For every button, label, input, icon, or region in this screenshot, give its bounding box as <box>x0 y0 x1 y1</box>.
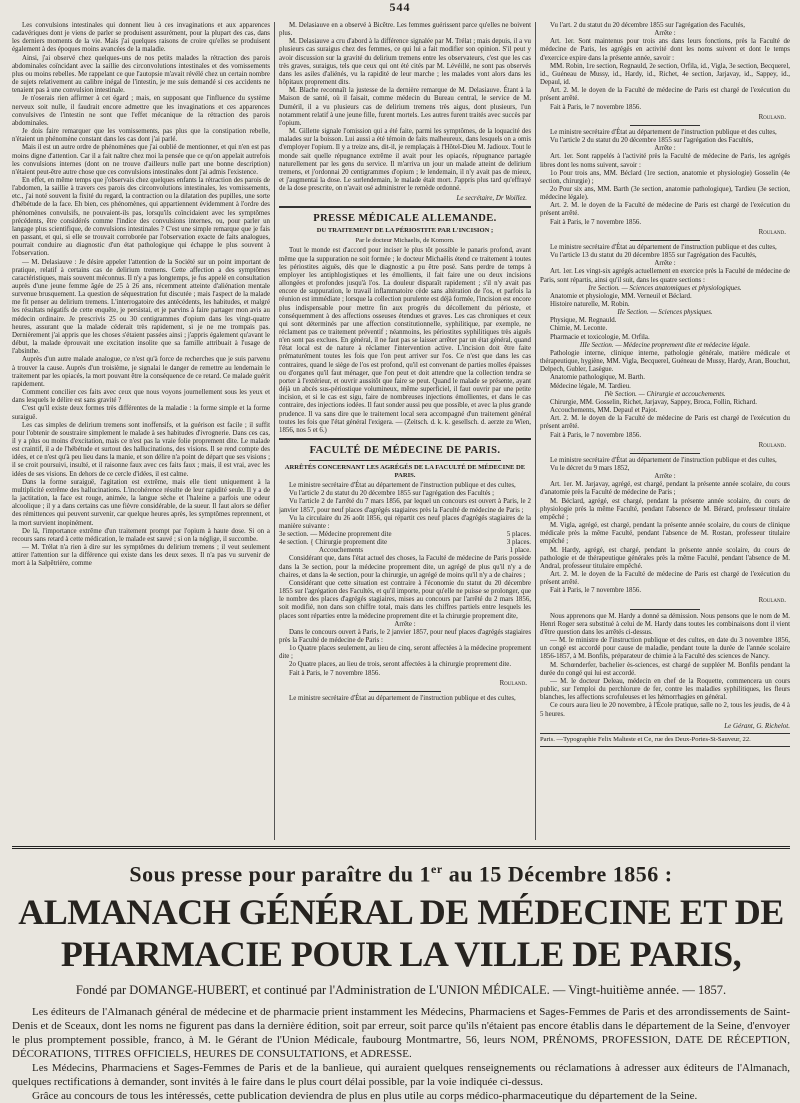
paragraph: Fait à Paris, le 7 novembre 1856. <box>550 587 642 595</box>
section-rule <box>279 438 531 440</box>
article-title: DU TRAITEMENT DE LA PÉRIOSTITE PAR L'INCISION ; <box>316 227 494 235</box>
section-label: IIe Section. — Sciences physiques. <box>617 309 713 317</box>
paragraph: Art. 1er. Les vingt-six agrégés actuellement en exercice près la Faculté de médecine de Paris, sont répartis, ainsi qu'il suit, dans les quatre sections : <box>540 268 790 284</box>
ad-title-post: au 15 Décembre 1856 : <box>442 861 673 887</box>
paragraph: Chimie, M. Leconte. <box>550 325 608 333</box>
divider <box>369 691 441 692</box>
paragraph: Art. 2. M. le doyen de la Faculté de médecine de Paris est chargé de l'exécution du présent arrêté. <box>540 571 790 587</box>
paragraph: M. Gillette signale l'omission qui a été faite, parmi les symptômes, de la loquacité des malades sur la boisson. Lui aussi a été témoin de faits malheureux, dans lesquels on a omis d'employer l'opium. Il y a treize ans, dit-il, je remplaçais à l'Hôtel-Dieu M. Jadioux. Tout le monde sait quelle répugnance extrême il avait pour les opiacés, répugnance partagée naturellement par les gens du service. Il m'arriva un jour un malade atteint de delirium tremens, et j'ordonnai 20 centigrammes d'opium ; le lendemain, il n'y avait pas de mieux, et j'augmentai la dose. Le surlendemain, le malade était mort. J'appris plus tard qu'effrayé de la dose prescrite, on n'avait osé administrer le remède ordonné. <box>279 128 531 193</box>
places-row <box>279 547 531 555</box>
divider <box>630 125 700 126</box>
article-title: ARRÊTÉS CONCERNANT LES AGRÉGÉS DE LA FACULTÉ DE MÉDECINE DE PARIS. <box>284 464 526 480</box>
paragraph: M. Hardy, agrégé, est chargé, pendant la présente année scolaire, du cours de pathologie et de thérapeutique générales près la même Faculté, pendant l'absence de M. Andral, professeur titulaire empêché. <box>540 546 790 570</box>
paragraph: Arrête : <box>654 30 676 38</box>
paragraph: — M. Delasiauve : Je désire appeler l'attention de la Société sur un point important de pratique, relatif à certains cas de delirium tremens. Cette affection a des symptômes caractéristiques, mais souvent méconnus. Il n'y a pas longtemps, je fus appelé en consultation auprès d'une jeune femme âgée de 25 à 26 ans, récemment atteinte d'aliénation mentale survenue brusquement. La question de séquestration fut discutée ; mais l'aspect de la malade me fit penser au delirium tremens. L'interrogatoire des antécédents, les habitudes, et malgré les résultats négatifs de cette enquête, je persistai, et je parvins à faire partager mon avis au médecin ordinaire. Je prescrivis 25 ou 30 centigrammes d'opium dans les vingt-quatre heures, assurant que la malade céderait très rapidement, si je ne me trompais pas. Dernièrement j'ai appris que les choses s'étaient passées ainsi ; j'appris également qu'avant le début, la malade éprouvait une excitation insolite que sa famille attribuait à l'usage de l'absinthe. <box>12 258 270 356</box>
paragraph: Je n'oserais rien affirmer à cet égard ; mais, en supposant que l'influence du système nerveux soit nulle, il faudrait encore admettre que les invaginations et ces apparences convulsives de l'intestin ne sont que l'effet mécanique de la rétraction des parois abdominales. <box>12 95 270 127</box>
paragraph: 2o Quatre places, au lieu de trois, seront affectées à la chirurgie proprement dite. <box>289 661 512 669</box>
advertisement-rule <box>12 846 790 849</box>
paragraph: Fait à Paris, le 7 novembre 1856. <box>289 669 381 677</box>
paragraph: Vu l'article 2 de l'arrêté du 7 mars 1856, par lequel un concours est ouvert à Paris, le 2 janvier 1857, pour neuf places d'agrégés stagiaires près la Faculté de médecine de Paris ; <box>279 498 531 514</box>
divider <box>630 240 700 241</box>
column-1 <box>12 22 270 842</box>
paragraph: Le ministre secrétaire d'État au département de l'instruction publique et des cultes, <box>550 243 777 251</box>
paragraph: Le ministre secrétaire d'État au département de l'instruction publique et des cultes, <box>289 482 516 490</box>
paragraph: Arrête : <box>654 473 676 481</box>
section-heading: FACULTÉ DE MÉDECINE DE PARIS. <box>309 445 501 457</box>
paragraph: En effet, en même temps que j'observais chez quelques enfants la rétraction des parois de l'abdomen, la saillie à travers ces parois des circonvolutions intestinales, les vomissements, etc., j'ai noté souvent la fixité du regard, la contraction ou la dilatation des pupilles, une sorte d'hébétude de la face. Eh bien, ces phénomènes, qui appartiennent évidemment à l'ordre des phénomènes convulsifs, ne pouvaient-ils pas, lorsqu'ils coïncidaient avec les symptômes précédents, être considérés comme l'indice des convulsions internes, ou, pour parler un langage plus scientifique, de convulsions intestinales ? C'est une simple remarque que je fais en passant, et qui, si elle se trouvait corroborée par l'observation exacte de faits analogues, pourrait conduire au diagnostic d'un état pathologique qui échappe le plus souvent à l'observation. <box>12 176 270 258</box>
ad-title-sup: er <box>431 862 443 876</box>
paragraph: Accouchements, MM. Depaul et Pajot. <box>550 407 658 415</box>
divider <box>309 460 501 461</box>
paragraph: Art. 2. M. le doyen de la Faculté de médecine de Paris est chargé de l'exécution du présent arrêté. <box>540 202 790 218</box>
divider <box>630 609 700 610</box>
paragraph: Vu l'article 13 du statut du 20 décembre 1855 sur l'agrégation des Facultés, <box>550 252 757 260</box>
paragraph: Tout le monde est d'accord pour inciser le plus tôt possible le panaris profond, avant même que la suppuration ne soit formée ; le docteur Michaëlis étend ce traitement à toutes les périostites aiguës, dès que le diagnostic a pu être posé. Sans perdre de temps à employer les antiphlogistiques et les émollients, il fait faire une ou deux incisions allongées et profondes jusqu'à l'os. La douleur disparaît rapidement ; s'il n'y avait pas encore de suppuration, le travail inflammatoire cède sans altération de l'os, et parfois la réunion est immédiate ; lorsque la collection purulente est déjà formée, l'incision est encore plus indispensable pour mettre fin aux progrès du décollement du périoste, et conséquemment à des affections osseuses étendues et graves. Les cas chroniques et ceux qui sont déterminés par une affection constitutionnelle, syphilitique, par exemple, ne réclament pas ce traitement préventif ; néanmoins, les périostites syphilitiques très aiguës n'en sont pas exclues. En général, il ne faut pas se laisser arrêter par un état général, quand l'état local est de nature à réclamer l'intervention active. L'incision doit être faite prématurément toutes les fois que l'on peut arriver sur l'os. Ce n'est que dans les cas contraires, quand le siège de l'os est profond, qu'il est convenant de parties molles épaisses ou d'organes qu'il faut ménager, que l'on peut et doit attendre que la collection tendra se porter à l'extérieur, et ouvrir aussitôt que faire se peut. Quand le malade se présente, ayant déjà un abcès sus-périostique volumineux, même superficiel, il faut ouvrir par une petite incision, et si le cas est sigu, faire de nombreuses injections émollientes, et dans le cas contraire, des injections iodées. Il faut sonder aussi peu que possible, et avec la plus grande prudence. Il va sans dire que le traitement local sera accompagné d'un traitement général toutes les fois que l'état général l'exigera. — (Zeitsch. d. k. k. gesellsch. d. aerzte zu Wien, 1856, nos 5 et 6.) <box>279 247 531 434</box>
paragraph: Vu l'article 2 du statut du 20 décembre 1855 sur l'agrégation des Facultés ; <box>289 490 495 498</box>
paragraph: Considérant que cette situation est contraire à l'économie du statut du 20 décembre 1855 sur l'agrégation des Facultés, et qu'il importe, pour qu'elle ne puisse se prolonger, que le nombre des places d'agrégés stagiaires, mises au concours par l'arrêté du 2 mars 1856, soit modifié, non dans son chiffre total, mais dans les chiffres partiels entre lesquels les places sont réparties entre la médecine proprement dite et la chirurgie proprement dite, <box>279 579 531 620</box>
paragraph: Mais il est un autre ordre de phénomènes que j'ai oublié de mentionner, et qui n'en est pas moins digne d'attention. Car il a fait naître chez moi la pensée que ce qu'on appelait autrefois les convulsions internes (dont on ne trouve d'ailleurs nulle part une bonne description) n'étaient peut-être autre chose que ces convulsions intestinales dont j'ai admis l'existence. <box>12 144 270 176</box>
paragraph: Art. 2. M. le doyen de la Faculté de médecine de Paris est chargé de l'exécution du présent arrêté. <box>540 415 790 431</box>
paragraph: — M. le docteur Deleau, médecin en chef de la Roquette, commencera un cours public, sur l'emploi du perchlorure de fer, contre les maladies syphilitiques, les fleurs blanches, les affections scrofuleuses et les hémorrhagies en général. <box>540 677 790 702</box>
paragraph: Nous apprenons que M. Hardy a donné sa démission. Nous pensons que le nom de M. Henri Roger sera substitué à celui de M. Hardy dans toutes les combinaisons dont il vient d'être question dans les arrêtés ci-dessus. <box>540 612 790 636</box>
paragraph: Arrête : <box>394 620 416 628</box>
paragraph: Arrête : <box>654 260 676 268</box>
paragraph: Anatomie et physiologie, MM. Verneuil et Béclard. <box>550 292 692 300</box>
paragraph: Pathologie interne, clinique interne, pathologie générale, matière médicale et thérapeutique, hygiène, MM. Vigla, Becquerel, Guéneau de Mussy, Hardy, Aran, Bouchut, Delpech, Gubler, Lasègue. <box>540 349 790 374</box>
column-divider <box>535 22 536 840</box>
paragraph: 1o Pour trois ans, MM. Béclard (1re section, anatomie et physiologie) Gosselin (4e section, chirurgie) ; <box>540 169 790 185</box>
printer-imprint <box>540 733 790 747</box>
paragraph: Fait à Paris, le 7 novembre 1856. <box>550 103 642 111</box>
article-author: Par le docteur Michaelis, de Komorn. <box>355 237 455 245</box>
signature: Le secrétaire, Dr Woillez. <box>456 195 527 203</box>
paragraph: De là, l'importance extrême d'un traitement prompt par l'opium à haute dose. Si on a recours sans retard à cette médication, le malade est sauvé ; si on la néglige, il succombe. <box>12 527 270 543</box>
divider <box>630 453 700 454</box>
places-value: 1 place. <box>509 547 531 555</box>
places-row <box>279 531 531 539</box>
paragraph: Physique, M. Regnauld. <box>550 317 617 325</box>
paragraph: Fait à Paris, le 7 novembre 1856. <box>550 431 642 439</box>
paragraph: M. Béclard, agrégé, est chargé, pendant la présente année scolaire, du cours de physiologie près la même Faculté, pendant l'absence de M. Bérard, professeur titulaire empêché ; <box>540 497 790 521</box>
paragraph: Vu l'art. 2 du statut du 20 décembre 1855 sur l'agrégation des Facultés, <box>550 22 745 29</box>
paragraph: Art. 1er. Sont rappelés à l'activité près la Faculté de médecine de Paris, les agrégés libres dont les noms suivent, savoir : <box>540 153 790 169</box>
paragraph: M. Blache reconnaît la justesse de la dernière remarque de M. Delasiauve. Étant à la Maison de santé, où il faisait, comme médecin du Bureau central, le service de M. Duméril, il a vu plusieurs cas de delirium tremens très aigus, dont plusieurs, l'un notamment relatif à une jeune fille, furent mortels. Les autres furent traités avec succès par l'opium. <box>279 87 531 127</box>
paragraph: Ainsi, j'ai observé chez quelques-uns de nos petits malades la rétraction des parois abdominales coïncidant avec la saillie des circonvolutions intestinales et des vomissements plus ou moins rebelles. Me rappelant ce que l'autopsie m'avait révélé chez un certain nombre de sujets relativement au calibre inégal de l'intestin, je me suis demandé si ces accidents ne tenaient pas à une convulsion intestinale. <box>12 54 270 95</box>
paragraph: Fait à Paris, le 7 novembre 1856. <box>550 218 642 226</box>
places-value: 3 places. <box>506 539 531 547</box>
paragraph: Les cas simples de delirium tremens sont inoffensifs, et la guérison est facile ; il suffit pour l'obtenir de soustraire simplement le malade à ses habitudes d'ivrognerie. Dans ces cas, il y a plus ou moins d'excitation, mais ce n'est pas la vraie folie proprement dite. Le malade est craintif, il a de l'hébétude et surtout des hallucinations, des visions. Il se rend compte des idées, et ce n'est qu'à peu lieu dans la manie, et son délire n'a point de départ que ses visions ; il se croit poursuivi, insulté, et il raisonne faux avec ces faits faux ; mais, il est vrai, avec les idées de ses visions. En dehors de ce cercle d'idées, il est calme. <box>12 421 270 478</box>
paragraph: MM. Robin, 1re section, Regnauld, 2e section, Orfila, id., Vigla, 3e section, Becquerel, id., Guéneau de Mussy, id., Hardy, id., Richet, 4e section, Jarjavay, id., Sappey, id., Depaul, id. <box>540 62 790 87</box>
places-row <box>279 539 531 547</box>
paragraph: M. Vigla, agrégé, est chargé, pendant la présente année scolaire, du cours de clinique médicale près la même Faculté, pendant l'absence de M. Rostan, professeur titulaire empêché ; <box>540 522 790 546</box>
places-value: 5 places. <box>506 530 531 538</box>
paragraph: M. Delasiauve a cru d'abord à la différence signalée par M. Trélat ; mais depuis, il a vu plusieurs cas suraigus chez des femmes, ce qui lui a fait modifier son opinion. S'il peut y avoir discussion sur la gravité du delirium tremens entre les observateurs, c'est que les cas très graves, suraigus, tels que ceux qui ont été cités par M. Lévéillé, ne sont pas observés dans les asiles d'aliénés, vu la rapidité de leur marche ; les malades vont alors dans les hôpitaux proprement dits. <box>279 38 531 87</box>
paragraph: Anatomie pathologique, M. Barth. <box>550 374 645 382</box>
paragraph: Vu l'article 2 du statut du 20 décembre 1855 sur l'agrégation des Facultés, <box>550 137 754 145</box>
places-label: Accouchements <box>319 547 364 555</box>
ad-announcement <box>12 856 790 887</box>
signature: Rouland. <box>758 228 786 236</box>
signature: Rouland. <box>758 113 786 121</box>
places-label: 3e section. — Médecine proprement dite <box>279 530 392 538</box>
paragraph: Arrête : <box>654 145 676 153</box>
paragraph: Le ministre secrétaire d'État au département de l'instruction publique et des cultes, <box>550 128 777 136</box>
paragraph: Art. 1er. M. Jarjavay, agrégé, est chargé, pendant la présente année scolaire, du cours d'anatomie près la Faculté de médecine de Paris ; <box>540 481 790 497</box>
paragraph: Dans le concours ouvert à Paris, le 2 janvier 1857, pour neuf places d'agrégés stagiaires près la Faculté de médecine de Paris : <box>279 628 531 644</box>
section-label: IIIe Section. — Médecine proprement dite et médecine légale. <box>579 341 751 349</box>
paragraph: Art. 2. M. le doyen de la Faculté de médecine de Paris est chargé de l'exécution du présent arrêté. <box>540 87 790 103</box>
paragraph: Vu le décret du 9 mars 1852, <box>550 464 630 472</box>
signature: Rouland. <box>758 597 786 605</box>
paragraph: — M. Trélat n'a rien à dire sur les symptômes du delirium tremens ; il veut seulement attirer l'attention sur la différence qui existe dans les deux sexes. Il n'a pas vu survenir de mort à la Salpêtrière, comme <box>12 544 270 568</box>
ad-paragraph: Les éditeurs de l'Almanach général de médecine et de pharmacie prient instamment les Médecins, Pharmaciens et Sages-Femmes de Paris et des arrondissements de Saint-Denis et de Sceaux, dont les noms ne figurent pas dans la dernière édition, soit par erreur, soit parce qu'ils n'étaient pas encore établis dans le département de la Seine, d'envoyer le plus promptement possible, franco, à M. le Gérant de l'Union Médicale, faubourg Montmartre, 56, leurs NOM, PRÉNOMS, PROFESSION, DATE DE RÉCEPTION, DÉCORATIONS, TITRES OFFICIELS, HEURES DE CONSULTATIONS, et ADRESSE. <box>12 1006 790 1061</box>
column-3 <box>540 22 790 842</box>
paragraph: M. Schœnderfer, bachelier ès-sciences, est chargé de suppléer M. Bonfils pendant la durée du congé qui lui est accordé. <box>540 661 790 677</box>
ad-paragraph: Grâce au concours de tous les intéressés, cette publication deviendra de plus en plus utile au corps médico-pharmaceutique du département de la Seine. <box>32 1090 698 1103</box>
paragraph: Auprès d'un autre malade analogue, ce n'est qu'à force de recherches que je suis parvenu à trouver la cause. Auprès d'un troisième, je signalai le danger de remettre au lendemain le traitement par les opiacés, la mort pouvant être la conséquence de ce retard. Ce malade guérit rapidement. <box>12 356 270 388</box>
paragraph: Médecine légale, M. Tardieu. <box>550 382 631 390</box>
paragraph: Le ministre secrétaire d'État au département de l'instruction publique et des cultes, <box>550 456 777 464</box>
paragraph: C'est qu'il existe deux formes très différentes de la maladie : la forme simple et la forme suraiguë. <box>12 405 270 421</box>
signature: Rouland. <box>499 679 527 687</box>
paragraph: 1o Quatre places seulement, au lieu de cinq, seront affectées à la médecine proprement dite ; <box>279 645 531 661</box>
section-label: Ire Section. — Sciences anatomiques et physiologiques. <box>588 284 742 292</box>
paragraph: Comment concilier ces faits avec ceux que nous voyons journellement sous les yeux et dans lesquels le délire est sans gravité ? <box>12 389 270 405</box>
section-heading: PRESSE MÉDICALE ALLEMANDE. <box>313 213 497 225</box>
places-label: 4e section. { Chirurgie proprement dite <box>279 539 388 547</box>
almanach-advertisement <box>12 856 790 1103</box>
paragraph: Chirurgie, MM. Gosselin, Richet, Jarjavay, Sappey, Broca, Follin, Richard. <box>550 398 758 406</box>
ad-body <box>12 1005 790 1103</box>
ad-paragraph: Les Médecins, Pharmaciens et Sages-Femmes de Paris et de la banlieue, qui auraient quelques renseignements ou réclamations à adresser aux éditeurs de l'Almanach, quelques rectifications à demander, sont invités à le faire dans le plus court délai possible, par la voie indiquée ci-dessus. <box>12 1062 790 1089</box>
section-rule <box>279 206 531 208</box>
paragraph: Considérant que, dans l'état actuel des choses, la Faculté de médecine de Paris possède dans la 3e section, pour la médecine proprement dite, un agrégé de plus qu'il n'y a de chaires, et dans la 4e section, pour la chirurgie, un agrégé de moins qu'il n'y a de chaires ; <box>279 555 531 579</box>
paragraph: Je dois faire remarquer que les vomissements, pas plus que la constipation rebelle, n'étaient un phénomène constant dans les cas dont j'ai parlé. <box>12 128 270 144</box>
ad-title-pre: Sous presse pour paraître du 1 <box>129 861 432 887</box>
paragraph: 2o Pour six ans, MM. Barth (3e section, anatomie pathologique), Tardieu (3e section, médecine légale). <box>540 185 790 202</box>
ad-founded-line: Fondé par DOMANGE-HUBERT, et continué par l'Administration de L'UNION MÉDICALE. — Vingt-huitième année. — 1857. <box>75 983 727 998</box>
gerant-signature: Le Gérant, G. Richelot. <box>724 721 790 730</box>
section-label: IVe Section. — Chirurgie et accouchements. <box>604 390 726 398</box>
paragraph: Histoire naturelle, M. Robin. <box>550 301 630 308</box>
paragraph: Ce cours aura lieu le 20 novembre, à l'École pratique, salle no 2, tous les jeudis, de 4 à 5 heures. <box>540 702 790 718</box>
column-2 <box>279 22 531 842</box>
paragraph: Les convulsions intestinales qui donnent lieu à ces invaginations et aux apparences cadavériques dont je viens de parler se produisent assurément, pour la plupart des cas, dans les derniers moments de la vie. Mais j'ai quelques raisons de croire qu'elles se produisent également à des époques moins avancées de la maladie. <box>12 22 270 54</box>
paragraph: Art. 1er. Sont maintenus pour trois ans dans leurs fonctions, près la Faculté de médecine de Paris, les agrégés en activité dont les noms suivent et dont le temps d'exercice expire dans la présente année, savoir : <box>540 38 790 62</box>
page-number: 544 <box>389 0 411 14</box>
paragraph: Dans la forme suraiguë, l'agitation est extrême, mais elle tient uniquement à la multiplicité extrême des hallucinations. L'incohérence résulte de leur rapidité seule. Il y a de la jactitation, la face est rouge, animée, la langue sèche et l'haleine a parfois une odeur alcoolique ; il y a dans certains cas une fièvre considérable, de la sueur. Il faut alors se défier des rémittences qui peuvent survenir, car quelque heures après, les symptômes reprennent, et la mort survient inopinément. <box>12 478 270 527</box>
signature: Rouland. <box>758 441 786 449</box>
column-divider <box>274 22 275 840</box>
paragraph: M. Delasiauve en a observé à Bicêtre. Les femmes guérissent parce qu'elles ne boivent plus. <box>279 22 531 38</box>
paragraph: — M. le ministre de l'instruction publique et des cultes, en date du 3 novembre 1856, un congé est accordé pour cause de maladie, pendant toute la durée de l'année scolaire 1856-1857, à M. Bonfils, préparateur de chimie à la Faculté des sciences de Nancy. <box>540 637 790 661</box>
ad-headline: ALMANACH GÉNÉRAL DE MÉDECINE ET DE PHARMACIE POUR LA VILLE DE PARIS, <box>18 892 784 975</box>
paragraph: Le ministre secrétaire d'État au département de l'instruction publique et des cultes, <box>289 694 516 702</box>
paragraph: Vu la circulaire du 26 août 1856, qui répartit ces neuf places d'agrégés stagiaires de la manière suivante : <box>279 514 531 530</box>
printer-line: Paris. —Typographie Felix Malteste et Ce, rue des Deux-Portes-St-Sauveur, 22. <box>540 735 751 743</box>
paragraph: Pharmacie et toxicologie, M. Orfila. <box>550 333 650 341</box>
